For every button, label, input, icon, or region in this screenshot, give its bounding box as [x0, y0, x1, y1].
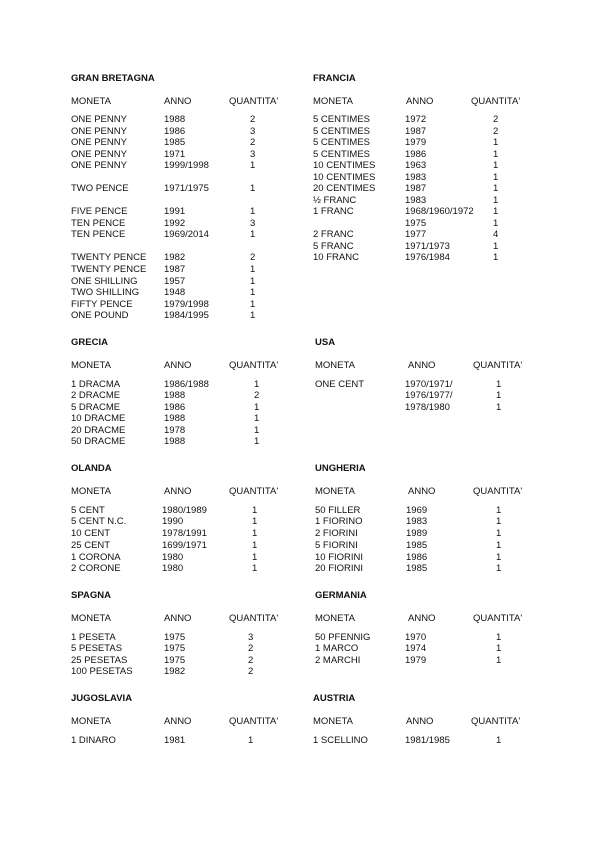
- coin-year: 1978: [164, 425, 186, 436]
- coin-quantity: 1: [250, 160, 256, 171]
- coin-year: 1987: [405, 126, 427, 137]
- column-header-year: ANNO: [408, 486, 436, 497]
- coin-quantity: 1: [496, 643, 502, 654]
- column-header-year: ANNO: [164, 96, 192, 107]
- coin-year: 1989: [406, 528, 428, 539]
- coin-year: 1983: [406, 516, 428, 527]
- coin-name: FIFTY PENCE: [71, 299, 133, 310]
- coin-name: 10 CENT: [71, 528, 111, 539]
- column-header-year: ANNO: [408, 613, 436, 624]
- country-heading: USA: [315, 337, 336, 348]
- coin-year: 1970/1971/: [405, 379, 453, 390]
- coin-name: 2 FIORINI: [315, 528, 358, 539]
- coin-quantity: 1: [496, 632, 502, 643]
- column-header-quantity: QUANTITA': [471, 716, 521, 727]
- coin-name: 5 CENTIMES: [313, 137, 371, 148]
- coin-quantity: 1: [493, 183, 499, 194]
- coin-name: 50 DRACME: [71, 436, 126, 447]
- coin-year: 1986/1988: [164, 379, 209, 390]
- coin-quantity: 2: [248, 643, 254, 654]
- coin-name: TWO PENCE: [71, 183, 129, 194]
- coin-quantity: 2: [248, 666, 254, 677]
- coin-quantity: 1: [254, 413, 260, 424]
- coin-name: FIVE PENCE: [71, 206, 128, 217]
- coin-year: 1957: [164, 276, 186, 287]
- coin-name: ½ FRANC: [313, 195, 357, 206]
- coin-quantity: 1: [254, 425, 260, 436]
- coin-year: 1986: [164, 402, 186, 413]
- column-header-coin: MONETA: [71, 613, 111, 624]
- coin-year: 1979: [405, 137, 427, 148]
- country-heading: JUGOSLAVIA: [71, 693, 133, 704]
- coin-name: 5 CENTIMES: [313, 149, 371, 160]
- coin-year: 1983: [405, 172, 427, 183]
- coin-year: 1969/2014: [164, 229, 209, 240]
- coin-quantity: 1: [493, 206, 499, 217]
- coin-quantity: 2: [254, 390, 260, 401]
- coin-quantity: 1: [496, 552, 502, 563]
- coin-name: 5 CENT: [71, 505, 105, 516]
- country-heading: GRAN BRETAGNA: [71, 73, 155, 84]
- coin-year: 1978/1991: [162, 528, 207, 539]
- coin-name: 10 FRANC: [313, 252, 359, 263]
- coin-name: ONE CENT: [315, 379, 365, 390]
- coin-name: 10 DRACME: [71, 413, 126, 424]
- coin-name: 10 FIORINI: [315, 552, 364, 563]
- coin-quantity: 1: [496, 390, 502, 401]
- coin-year: 1972: [405, 114, 427, 125]
- coin-year: 1982: [164, 252, 186, 263]
- coin-quantity: 1: [250, 310, 256, 321]
- column-header-coin: MONETA: [71, 716, 111, 727]
- coin-name: 5 CENTIMES: [313, 114, 371, 125]
- country-heading: AUSTRIA: [313, 693, 356, 704]
- coin-quantity: 3: [248, 632, 254, 643]
- coin-year: 1988: [164, 114, 186, 125]
- coin-name: 5 CENTIMES: [313, 126, 371, 137]
- coin-name: 50 FILLER: [315, 505, 361, 516]
- column-header-quantity: QUANTITA': [229, 360, 279, 371]
- coin-year: 1699/1971: [162, 540, 207, 551]
- coin-year: 1984/1995: [164, 310, 209, 321]
- coin-name: 1 FRANC: [313, 206, 354, 217]
- coin-quantity: 1: [493, 218, 499, 229]
- coin-year: 1983: [405, 195, 427, 206]
- country-heading: GRECIA: [71, 337, 108, 348]
- coin-name: 5 PESETAS: [71, 643, 123, 654]
- coin-name: TWENTY PENCE: [71, 252, 147, 263]
- coin-name: 20 FIORINI: [315, 563, 364, 574]
- column-header-year: ANNO: [406, 716, 434, 727]
- coin-year: 1999/1998: [164, 160, 209, 171]
- coin-year: 1976/1984: [405, 252, 450, 263]
- column-header-quantity: QUANTITA': [473, 360, 523, 371]
- coin-name: 1 MARCO: [315, 643, 359, 654]
- coin-year: 1990: [162, 516, 184, 527]
- coin-name: ONE PENNY: [71, 149, 127, 160]
- column-header-year: ANNO: [164, 716, 192, 727]
- coin-quantity: 1: [493, 172, 499, 183]
- coin-name: TEN PENCE: [71, 218, 126, 229]
- coin-name: 5 FIORINI: [315, 540, 358, 551]
- coin-quantity: 1: [250, 183, 256, 194]
- column-header-coin: MONETA: [315, 486, 355, 497]
- coin-year: 1987: [405, 183, 427, 194]
- coin-year: 1986: [164, 126, 186, 137]
- column-header-year: ANNO: [164, 486, 192, 497]
- coin-quantity: 1: [254, 402, 260, 413]
- coin-name: 20 DRACME: [71, 425, 126, 436]
- column-header-year: ANNO: [406, 96, 434, 107]
- country-heading: UNGHERIA: [315, 463, 366, 474]
- coin-quantity: 1: [252, 563, 258, 574]
- column-header-year: ANNO: [164, 613, 192, 624]
- coin-quantity: 1: [496, 540, 502, 551]
- coin-year: 1979/1998: [164, 299, 209, 310]
- coin-year: 1982: [164, 666, 186, 677]
- column-header-coin: MONETA: [71, 360, 111, 371]
- country-heading: OLANDA: [71, 463, 112, 474]
- coin-quantity: 2: [250, 114, 256, 125]
- coin-year: 1981: [164, 735, 186, 746]
- column-header-quantity: QUANTITA': [229, 96, 279, 107]
- coin-year: 1980/1989: [162, 505, 207, 516]
- coin-quantity: 2: [248, 655, 254, 666]
- coin-quantity: 1: [250, 206, 256, 217]
- coin-quantity: 1: [252, 552, 258, 563]
- coin-quantity: 1: [496, 402, 502, 413]
- coin-quantity: 1: [254, 436, 260, 447]
- coin-year: 1985: [164, 137, 186, 148]
- coin-quantity: 1: [496, 379, 502, 390]
- coin-name: 50 PFENNIG: [315, 632, 371, 643]
- coin-year: 1981/1985: [405, 735, 450, 746]
- coin-name: 1 PESETA: [71, 632, 116, 643]
- coin-name: 25 CENT: [71, 540, 111, 551]
- column-header-quantity: QUANTITA': [229, 613, 279, 624]
- coin-name: 2 FRANC: [313, 229, 354, 240]
- coin-year: 1948: [164, 287, 186, 298]
- coin-year: 1980: [162, 563, 184, 574]
- column-header-quantity: QUANTITA': [473, 486, 523, 497]
- coin-quantity: 1: [496, 563, 502, 574]
- coin-quantity: 1: [496, 516, 502, 527]
- coin-name: ONE SHILLING: [71, 276, 138, 287]
- country-heading: FRANCIA: [313, 73, 356, 84]
- coin-quantity: 1: [496, 505, 502, 516]
- coin-quantity: 1: [248, 735, 254, 746]
- coin-year: 1988: [164, 390, 186, 401]
- coin-year: 1970: [405, 632, 427, 643]
- coin-quantity: 3: [250, 218, 256, 229]
- coin-year: 1975: [164, 655, 186, 666]
- coin-quantity: 3: [250, 126, 256, 137]
- coin-name: 25 PESETAS: [71, 655, 128, 666]
- coin-year: 1977: [405, 229, 427, 240]
- column-header-coin: MONETA: [71, 96, 111, 107]
- coin-quantity: 1: [496, 735, 502, 746]
- coin-quantity: 1: [252, 516, 258, 527]
- column-header-year: ANNO: [408, 360, 436, 371]
- coin-year: 1971/1973: [405, 241, 450, 252]
- column-header-coin: MONETA: [315, 613, 355, 624]
- coin-name: ONE POUND: [71, 310, 129, 321]
- coin-year: 1980: [162, 552, 184, 563]
- coin-year: 1969: [406, 505, 428, 516]
- coin-year: 1971: [164, 149, 186, 160]
- coin-quantity: 1: [493, 195, 499, 206]
- coin-quantity: 1: [254, 379, 260, 390]
- coin-name: 1 DINARO: [71, 735, 116, 746]
- coin-year: 1975: [405, 218, 427, 229]
- coin-quantity: 2: [250, 252, 256, 263]
- coin-name: 2 MARCHI: [315, 655, 361, 666]
- coin-name: ONE PENNY: [71, 126, 127, 137]
- coin-quantity: 1: [250, 287, 256, 298]
- coin-year: 1976/1977/: [405, 390, 453, 401]
- coin-year: 1985: [406, 563, 428, 574]
- coin-year: 1991: [164, 206, 186, 217]
- column-header-quantity: QUANTITA': [471, 96, 521, 107]
- coin-name: 2 CORONE: [71, 563, 121, 574]
- coin-name: ONE PENNY: [71, 114, 127, 125]
- coin-quantity: 1: [252, 528, 258, 539]
- coin-name: TEN PENCE: [71, 229, 126, 240]
- coin-quantity: 1: [250, 229, 256, 240]
- coin-name: 2 DRACME: [71, 390, 121, 401]
- coin-name: 1 SCELLINO: [313, 735, 368, 746]
- coin-year: 1986: [405, 149, 427, 160]
- coin-name: 5 FRANC: [313, 241, 354, 252]
- column-header-year: ANNO: [164, 360, 192, 371]
- coin-name: TWO SHILLING: [71, 287, 140, 298]
- coin-quantity: 1: [496, 655, 502, 666]
- column-header-coin: MONETA: [315, 360, 355, 371]
- column-header-coin: MONETA: [313, 716, 353, 727]
- coin-name: 1 CORONA: [71, 552, 121, 563]
- coin-year: 1988: [164, 413, 186, 424]
- coin-name: 20 CENTIMES: [313, 183, 376, 194]
- coin-name: 100 PESETAS: [71, 666, 133, 677]
- coin-quantity: 1: [250, 264, 256, 275]
- coin-quantity: 1: [252, 540, 258, 551]
- coin-quantity: 1: [493, 241, 499, 252]
- coin-quantity: 2: [493, 126, 499, 137]
- column-header-coin: MONETA: [71, 486, 111, 497]
- country-heading: GERMANIA: [315, 590, 367, 601]
- coin-quantity: 1: [493, 149, 499, 160]
- coin-year: 1986: [406, 552, 428, 563]
- column-header-coin: MONETA: [313, 96, 353, 107]
- coin-quantity: 1: [252, 505, 258, 516]
- coin-quantity: 1: [493, 137, 499, 148]
- coin-year: 1992: [164, 218, 186, 229]
- coin-year: 1988: [164, 436, 186, 447]
- coin-quantity: 3: [250, 149, 256, 160]
- coin-name: 5 DRACME: [71, 402, 121, 413]
- coin-name: 1 DRACMA: [71, 379, 121, 390]
- column-header-quantity: QUANTITA': [229, 486, 279, 497]
- column-header-quantity: QUANTITA': [473, 613, 523, 624]
- coin-year: 1975: [164, 632, 186, 643]
- coin-name: 5 CENT N.C.: [71, 516, 127, 527]
- coin-year: 1963: [405, 160, 427, 171]
- coin-quantity: 1: [496, 528, 502, 539]
- coin-year: 1979: [405, 655, 427, 666]
- coin-name: ONE PENNY: [71, 137, 127, 148]
- coin-year: 1987: [164, 264, 186, 275]
- country-heading: SPAGNA: [71, 590, 111, 601]
- coin-quantity: 4: [493, 229, 499, 240]
- coin-year: 1985: [406, 540, 428, 551]
- coin-name: TWENTY PENCE: [71, 264, 147, 275]
- coin-year: 1971/1975: [164, 183, 209, 194]
- coin-name: ONE PENNY: [71, 160, 127, 171]
- coin-year: 1974: [405, 643, 427, 654]
- coin-name: 10 CENTIMES: [313, 172, 376, 183]
- coin-year: 1975: [164, 643, 186, 654]
- coin-quantity: 2: [250, 137, 256, 148]
- coin-name: 10 CENTIMES: [313, 160, 376, 171]
- coin-name: 1 FIORINO: [315, 516, 363, 527]
- coin-quantity: 1: [493, 160, 499, 171]
- coin-year: 1968/1960/1972: [405, 206, 474, 217]
- coin-quantity: 1: [250, 276, 256, 287]
- coin-quantity: 1: [250, 299, 256, 310]
- coin-quantity: 1: [493, 252, 499, 263]
- coin-year: 1978/1980: [405, 402, 450, 413]
- coin-quantity: 2: [493, 114, 499, 125]
- column-header-quantity: QUANTITA': [229, 716, 279, 727]
